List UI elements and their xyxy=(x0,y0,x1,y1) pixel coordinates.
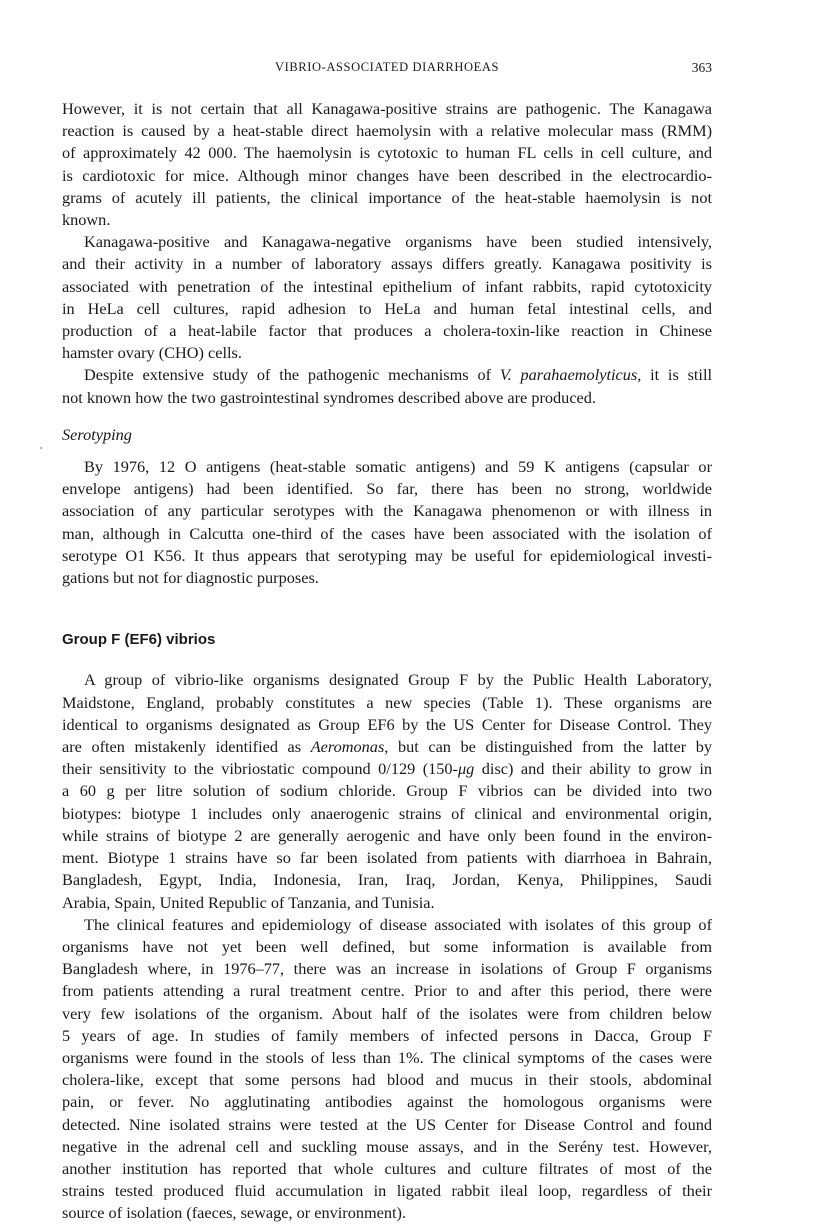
text-line: another institution has reported that whole cultures and culture filtrates of most of the xyxy=(62,1158,712,1178)
text-line: ment. Biotype 1 strains have so far been isolated from patients with diarrhoea in Bahrain, xyxy=(62,848,712,868)
text-line: The clinical features and epidemiology of disease associated with isolates of this group of xyxy=(84,914,712,934)
text-line: By 1976, 12 O antigens (heat-stable somatic antigens) and 59 K antigens (capsular or xyxy=(84,457,712,477)
paragraph-kanagawa-haemolysin xyxy=(62,98,712,231)
text-line: strains tested produced fluid accumulation in ligated rabbit ileal loop, regardless of their xyxy=(62,1181,712,1201)
text-line: a 60 g per litre solution of sodium chloride. Group F vibrios can be divided into two xyxy=(62,781,712,801)
text-line: cholera-like, except that some persons had blood and mucus in their stools, abdominal xyxy=(62,1070,712,1090)
text-line: in HeLa cell cultures, rapid adhesion to HeLa and human fetal intestinal cells, and xyxy=(62,298,712,318)
text-run: , but can be distinguished from the latter by xyxy=(384,737,713,757)
subheading-serotyping: Serotyping xyxy=(62,424,132,444)
text-line: and their activity in a number of laboratory assays differs greatly. Kanagawa positivity is xyxy=(62,254,712,274)
text-line: grams of acutely ill patients, the clinical importance of the heat-stable haemolysin is not xyxy=(62,187,712,207)
text-line xyxy=(62,736,712,758)
text-line: organisms have not yet been well defined, but some information is available from xyxy=(62,936,712,956)
text-run: their sensitivity to the vibriostatic compound 0/129 (150- xyxy=(62,759,458,779)
text-line: biotypes: biotype 1 includes only anaerogenic strains of clinical and environmental origin, xyxy=(62,803,712,823)
text-line: Kanagawa-positive and Kanagawa-negative organisms have been studied intensively, xyxy=(84,232,712,252)
text-line: of approximately 42 000. The haemolysin is cytotoxic to human FL cells in cell culture, and xyxy=(62,143,712,163)
text-line: A group of vibrio-like organisms designated Group F by the Public Health Laboratory, xyxy=(84,670,712,690)
text-line: reaction is caused by a heat-stable direct haemolysin with a relative molecular mass (RMM) xyxy=(62,121,712,141)
text-line: not known how the two gastrointestinal syndromes described above are produced. xyxy=(62,387,596,407)
text-run: disc) and their ability to grow in xyxy=(474,759,713,779)
text-line: identical to organisms designated as Group EF6 by the US Center for Disease Control. They xyxy=(62,714,712,734)
text-line: very few isolations of the organism. About half of the isolates were from children below xyxy=(62,1003,712,1023)
text-line: association of any particular serotypes with the Kanagawa phenomenon or with illness in xyxy=(62,501,712,521)
text-line: Arabia, Spain, United Republic of Tanzania, and Tunisia. xyxy=(62,892,435,912)
running-head xyxy=(62,60,712,80)
text-run: , it is still xyxy=(637,365,713,385)
text-line: pain, or fever. No agglutinating antibodies against the homologous organisms were xyxy=(62,1092,712,1112)
text-line: serotype O1 K56. It thus appears that serotyping may be useful for epidemiological investi- xyxy=(62,545,712,565)
running-title: VIBRIO-ASSOCIATED DIARRHOEAS xyxy=(274,60,500,74)
paragraph-serotyping xyxy=(62,456,712,589)
text-line: from patients attending a rural treatment centre. Prior to and after this period, there were xyxy=(62,981,712,1001)
text-line: organisms were found in the stools of less than 1%. The clinical symptoms of the cases were xyxy=(62,1047,712,1067)
text-line: Maidstone, England, probably constitutes a new species (Table 1). These organisms are xyxy=(62,692,712,712)
text-line: However, it is not certain that all Kanagawa-positive strains are pathogenic. The Kanagawa xyxy=(62,99,712,118)
text-line: 5 years of age. In studies of family members of infected persons in Dacca, Group F xyxy=(62,1025,712,1045)
text-line: detected. Nine isolated strains were tested at the US Center for Disease Control and found xyxy=(62,1114,712,1134)
text-line: Bangladesh where, in 1976–77, there was an increase in isolations of Group F organisms xyxy=(62,959,712,979)
text-line: envelope antigens) had been identified. So far, there has been no strong, worldwide xyxy=(62,479,712,499)
paragraph-group-f-description xyxy=(62,669,712,913)
article-body xyxy=(62,98,712,1225)
paragraph-kanagawa-assays xyxy=(62,231,712,364)
text-run: are often mistakenly identified as xyxy=(62,737,311,757)
text-line: production of a heat-labile factor that produces a cholera-toxin-like reaction in Chinese xyxy=(62,321,712,341)
text-line: hamster ovary (CHO) cells. xyxy=(62,343,242,363)
paragraph-group-f-epidemiology xyxy=(62,914,712,1225)
text-line: negative in the adrenal cell and suckling mouse assays, and in the Serény test. However, xyxy=(62,1136,712,1156)
species-name: V. parahaemolyticus xyxy=(499,365,638,385)
paragraph-pathogenic-mechanisms xyxy=(62,364,712,408)
genus-name: Aeromonas xyxy=(310,737,385,757)
text-line: gations but not for diagnostic purposes. xyxy=(62,568,319,588)
unit-symbol: μg xyxy=(457,759,475,779)
text-line xyxy=(62,364,712,386)
margin-mark xyxy=(40,447,42,449)
text-line: source of isolation (faeces, sewage, or environment). xyxy=(62,1203,407,1223)
text-line xyxy=(62,758,712,780)
text-line: while strains of biotype 2 are generally aerogenic and have only been found in the environ- xyxy=(62,825,712,845)
text-run: Despite extensive study of the pathogenic mechanisms of xyxy=(84,365,500,385)
text-line: is cardiotoxic for mice. Although minor changes have been described in the electrocardio- xyxy=(62,165,712,185)
text-line: man, although in Calcutta one-third of the cases have been associated with the isolation of xyxy=(62,523,712,543)
page-number: 363 xyxy=(691,60,712,75)
text-line: Bangladesh, Egypt, India, Indonesia, Iran, Iraq, Jordan, Kenya, Philippines, Saudi xyxy=(62,870,712,890)
text-line: known. xyxy=(62,210,111,230)
text-line: associated with penetration of the intestinal epithelium of infant rabbits, rapid cytotoxicity xyxy=(62,276,712,296)
section-heading-group-f: Group F (EF6) vibrios xyxy=(62,631,216,649)
